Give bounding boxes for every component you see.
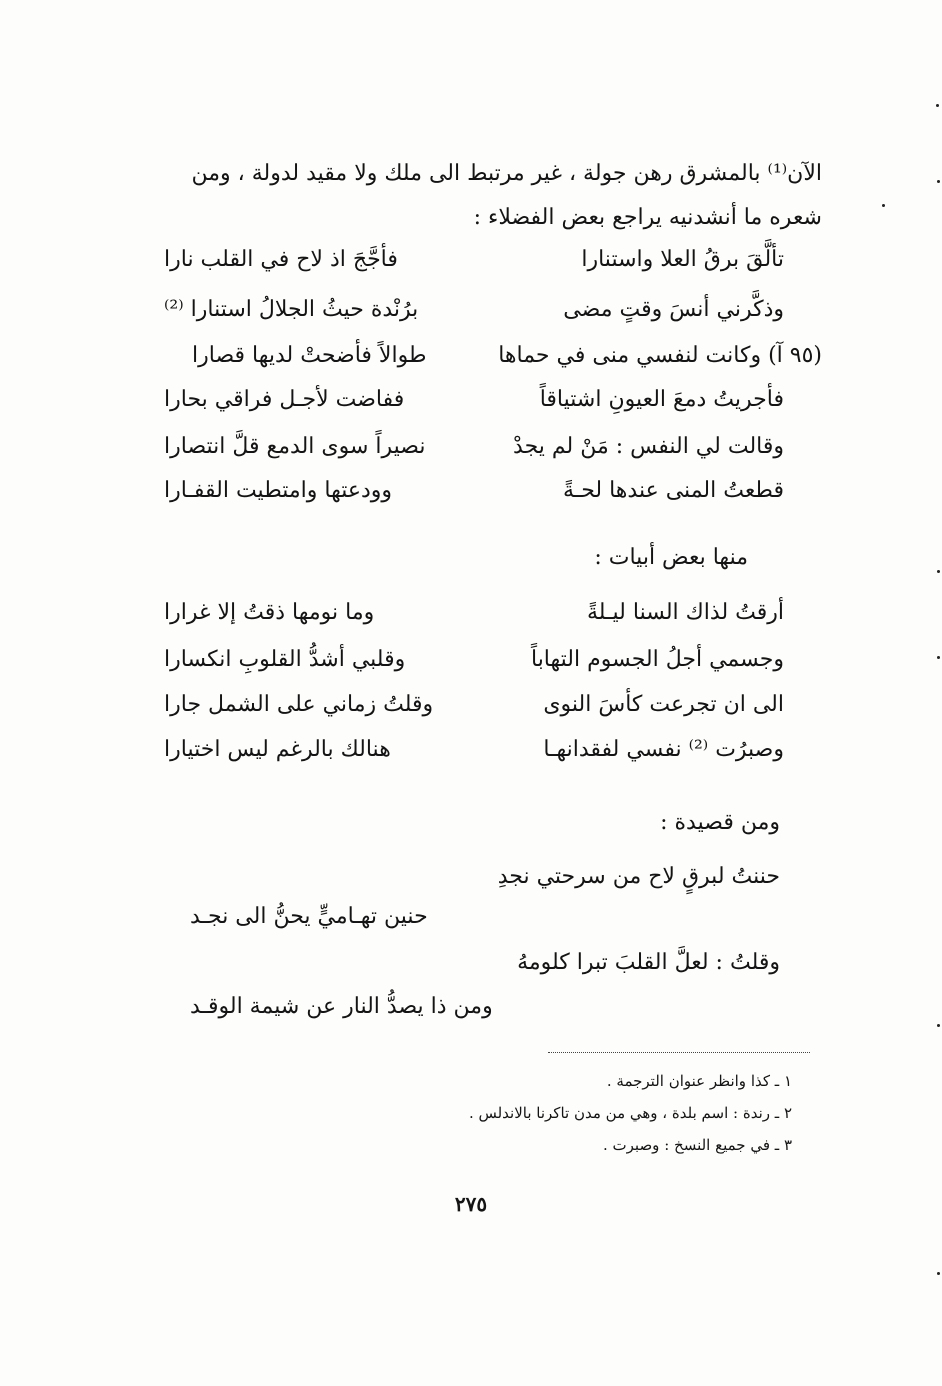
scan-speck — [937, 1272, 940, 1275]
first-hemistich: أرقتُ لذاك السنا ليـلةً — [587, 600, 784, 625]
second-hemistich: نصيراً سوى الدمع قلَّ انتصارا — [164, 434, 426, 459]
footnote: ١ ـ كذا وانظر عنوان الترجمة . — [606, 1072, 792, 1090]
verse-row — [164, 600, 784, 644]
footnote: ٣ ـ في جميع النسخ : وصبرت . — [602, 1136, 792, 1154]
scan-speck — [882, 204, 885, 207]
verse-line: ومن ذا يصدُّ النار عن شيمة الوقـد — [190, 994, 493, 1019]
first-hemistich: وذكَّرني أنسَ وقتٍ مضى — [563, 297, 784, 322]
first-hemistich: فأجريتُ دمعَ العيونِ اشتياقاً — [539, 387, 784, 412]
footnote-separator — [548, 1052, 810, 1053]
verse-row — [164, 647, 784, 691]
verse-line: وقلتُ : لعلَّ القلبَ تبرا كلومهُ — [517, 950, 780, 975]
first-hemistich: الى ان تجرعت كأسَ النوى — [543, 692, 784, 717]
first-hemistich: وقالت لي النفس : مَنْ لم يجدْ — [513, 434, 784, 459]
verse-row — [164, 387, 784, 431]
scan-speck — [937, 570, 940, 573]
second-hemistich: وودعتها وامتطيت القفـارا — [164, 478, 393, 503]
verse-row — [164, 692, 784, 736]
first-hemistich: قطعتُ المنى عندها لحـةً — [562, 478, 784, 503]
intro-line-1: الآن⁽¹⁾ بالمشرق رهن جولة ، غير مرتبط الى ملك ولا مقيد لدولة ، ومن — [191, 161, 822, 186]
page-number: ٢٧٥ — [454, 1192, 488, 1216]
section-heading: ومن قصيدة : — [660, 810, 780, 835]
scan-speck — [937, 180, 940, 183]
scan-speck — [937, 1024, 940, 1027]
first-hemistich: وصبرُت ⁽²⁾ نفسي لفقدانهـا — [543, 737, 784, 762]
scan-speck — [936, 104, 939, 107]
first-hemistich: وجسمي أجلُ الجسوم التهاباً — [530, 647, 784, 672]
verse-row — [162, 343, 822, 387]
verse-row — [164, 478, 784, 522]
first-hemistich: (٩٥ آ) وكانت لنفسي منى في حماها — [498, 343, 822, 368]
verse-line: حننتُ لبرقٍ لاح من سرحتي نجدِ — [497, 864, 780, 889]
section-heading: منها بعض أبيات : — [594, 545, 748, 570]
verse-line: حنين تهـاميٍّ يحنُّ الى نجـد — [190, 904, 428, 929]
scan-speck — [937, 656, 940, 659]
second-hemistich: وقلتُ زماني على الشمل جارا — [164, 692, 434, 717]
first-hemistich: تألَّقَ برقُ العلا واستنارا — [581, 247, 784, 272]
second-hemistich: برُنْدة حيثُ الجلالُ استنارا ⁽²⁾ — [164, 297, 419, 322]
intro-line-2: شعره ما أنشدنيه يراجع بعض الفضلاء : — [473, 205, 822, 230]
verse-row — [164, 737, 784, 781]
verse-row — [164, 247, 784, 291]
verse-row — [164, 297, 784, 341]
second-hemistich: فأجَّجَ اذ لاح في القلب نارا — [164, 247, 398, 272]
second-hemistich: وما نومها ذقتُ إلا غرارا — [164, 600, 375, 625]
second-hemistich: هنالك بالرغم ليس اختيارا — [164, 737, 391, 762]
verse-row — [164, 434, 784, 478]
second-hemistich: وقلبي أشدُّ القلوبِ انكسارا — [164, 647, 406, 672]
second-hemistich: طوالاً فأضحتْ لديها قصارا — [192, 343, 427, 368]
footnote: ٢ ـ رندة : اسم بلدة ، وهي من مدن تاكرنا بالاندلس . — [468, 1104, 792, 1122]
second-hemistich: ففاضت لأجـل فراقي بحارا — [164, 387, 405, 412]
